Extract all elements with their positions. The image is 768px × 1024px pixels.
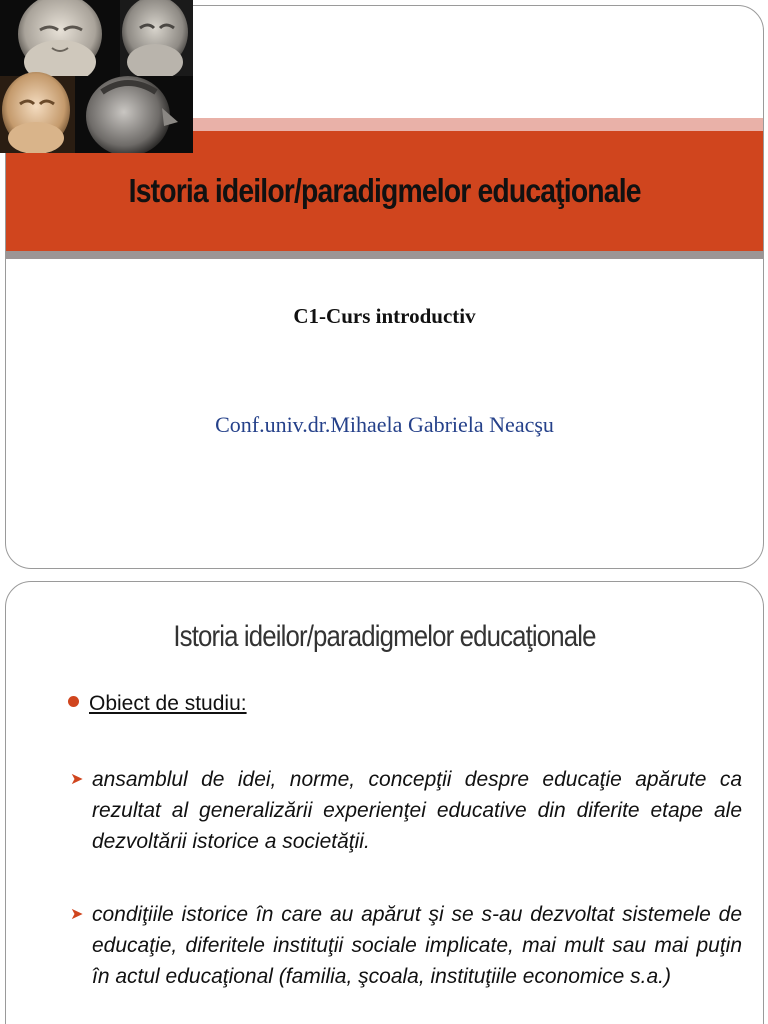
bust-portrait-1 xyxy=(18,0,102,84)
list-item xyxy=(70,764,742,857)
arrow-bullet-icon: ➤ xyxy=(70,771,84,788)
bust-portrait-3 xyxy=(0,72,75,153)
list-item-text: condiţiile istorice în care au apărut şi se s-au dezvoltat sistemele de educaţie, diferitele instituţii sociale implicate, mai mult sau mai puţin în actul educaţional (familia, şcoala, instituţiile economice s.a.) xyxy=(92,903,742,988)
bullet-dot-icon xyxy=(68,696,79,707)
arrow-bullet-icon: ➤ xyxy=(70,906,84,923)
main-bullet xyxy=(68,692,247,716)
slide-heading-text: Istoria ideilor/paradigmelor educaţionale xyxy=(173,620,596,653)
slide-subtitle: C1-Curs introductiv xyxy=(293,304,476,328)
portrait-collage xyxy=(0,0,193,153)
slide-heading xyxy=(6,620,763,654)
divider-strip xyxy=(6,251,763,259)
list-item xyxy=(70,899,742,992)
bust-portrait-2 xyxy=(120,0,193,80)
slide-title: Istoria ideilor/paradigmelor educaţionale xyxy=(128,172,641,209)
bullet-label: Obiect de studiu: xyxy=(89,692,247,715)
author-name: Conf.univ.dr.Mihaela Gabriela Neacşu xyxy=(215,412,554,437)
bust-portrait-4 xyxy=(75,76,193,153)
list-item-text: ansamblul de idei, norme, concepţii despre educaţie apărute ca rezultat al generalizării experienţei educative din diferite etape ale dezvoltării istorice a societăţii. xyxy=(92,768,742,853)
philosopher-portraits-image xyxy=(0,0,193,153)
content-slide xyxy=(5,581,764,1024)
